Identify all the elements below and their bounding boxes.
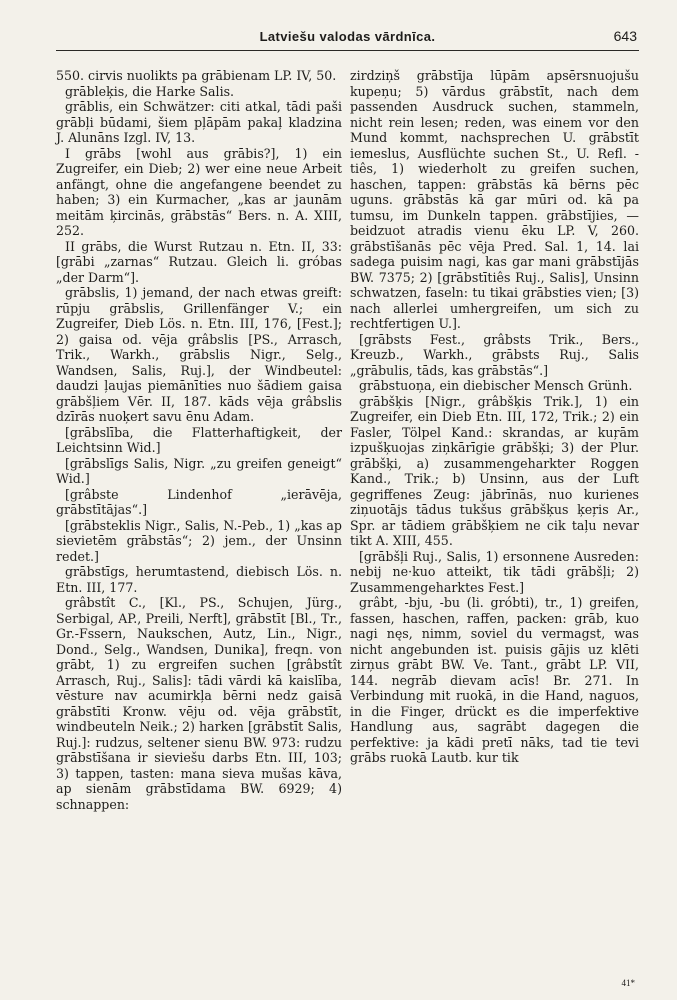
dictionary-entry: [grābšļi Ruj., Salis, 1) ersonnene Ausreden: nebij ne·kuo atteikt, tik tādi grābšļi; 2) Zusammengeharktes Fest.] [350,548,639,595]
dictionary-entry: zirdziņš grābstīja lūpām apsērsnuojušu kupeņu; 5) vārdus grābstīt, nach dem passenden Ausdruck suchen, stammeln, nicht rein lesen; reden, was einem vor den Mund kommt, nachsprechen U. grābstīt iemeslus, Ausflüchte suchen St., U. Refl. -tiês, 1) wiederholt zu greifen suchen, haschen, tappen: grābstās kā bērns pēc uguns. grābstās kā gar mūri od. kā pa tumsu, im Dunkeln tappen. grābstījies, — beidzuot atradis vienu ēku LP. V, 260. grābstīšanās pēc vēja Pred. Sal. 1, 14. lai sadega puisim nagi, kas gar mani grābstījās BW. 7375; 2) [grābstītiês Ruj., Salis], Unsinn schwatzen, faseln: tu tikai grābsties vien; [3) nach allerlei umhergreifen, um sich zu rechtfertigen U.]. [350,68,639,331]
dictionary-entry: grābstuoņa, ein diebischer Mensch Grünh. [359,378,633,393]
dictionary-entry: grâbt, -bju, -bu (li. gróbti), tr., 1) greifen, fassen, haschen, raffen, packen: grāb, kuo nagi nęs, nimm, soviel du vermagst, was nicht angebunden ist. puisis gājis uz klēti zirņus grābt BW. Ve. Tant., grābt LP. VII, 144. negrāb dievam acīs! Br. 271. In Verbindung mit ruokā, in die Hand, naguos, in die Finger, drückt es die imperfektive Handlung aus, sagrābt dagegen die perfektive: ja kādi pretī nāks, tad tie tevi grābs ruokā Lautb. kur tik [350,595,639,765]
dictionary-entry: [grābsts Fest., grâbsts Trik., Bers., Kreuzb., Warkh., grābsts Ruj., Salis „grābulis, tāds, kas grābstās“.] [350,331,639,378]
dictionary-entry: grābšķis [Nigr., grâbšķis Trik.], 1) ein Zugreifer, ein Dieb Etn. III, 172, Trik.; 2) ein Fasler, Tölpel Kand.: skrandas, ar kuŗām izpušķuojas ziņkārīgie grābšķi; 3) der Plur. grābšķi, a) zusammengeharkter Roggen Kand., Trik.; b) Unsinn, aus der Luft gegriffenes Zeug: jābrīnās, nuo kurienes ziņuotājs tādus tukšus grābšķus ķeŗis Ar., Spr. ar tādiem grābšķiem ne cik taļu nevar tikt A. XIII, 455. [350,393,639,548]
page-number: 643 [613,28,637,44]
dictionary-entry: grābstīgs, herumtastend, diebisch Lös. n. Etn. III, 177. [56,564,342,595]
signature-mark: 41* [621,978,635,988]
dictionary-entry: grābslis, 1) jemand, der nach etwas greift: rūpju grābslis, Grillenfänger V.; ein Zugreifer, Dieb Lös. n. Etn. III, 176, [Fest.]; 2) gaisa od. vēja grâbslis [PS., Arrasch, Trik., Warkh., grābslis Nigr., Selg., Wandsen, Salis, Ruj.], der Windbeutel: daudzi ļaujas piemānīties nuo šādiem gaisa grābšļiem Vēr. II, 187. kāds vēja grâbslis dzīrās nuoķert savu ēnu Adam. [56,285,342,424]
dictionary-entry: [grābsteklis Nigr., Salis, N.-Peb., 1) „kas ap sievietēm grābstās“; 2) jem., der Unsinn redet.] [56,517,342,564]
running-title: Latviešu valodas vārdnīca. [259,29,436,44]
dictionary-entry: I grābs [wohl aus grābis?], 1) ein Zugreifer, ein Dieb; 2) wer eine neue Arbeit anfängt, ohne die angefangene beendet zu haben; 3) ein Kurmacher, „kas ar jaunām meitām ķircinās, grābstās“ Bers. n. A. XIII, 252. [56,145,342,238]
dictionary-entry: [grâbste Lindenhof „ierāvēja, grābstītājas“.] [56,486,342,517]
dictionary-entry: grāblis, ein Schwätzer: citi atkal, tādi paši grābļi būdami, šiem pļāpām pakaļ kladzina J. Alunāns Izgl. IV, 13. [56,99,342,145]
dictionary-entry: [grābslīgs Salis, Nigr. „zu greifen geneigt“ Wid.] [56,455,342,486]
dictionary-entry: grābleķis, die Harke Salis. [65,83,235,99]
left-column [56,68,342,812]
dictionary-entry: grâbstît C., [Kl., PS., Schujen, Jürg., Serbigal, AP., Preili, Nerft], grābstīt [Bl., Tr., Gr.-Fssern, Naukschen, Autz, Lin., Nigr., Dond., Selg., Wandsen, Dunika], freqn. von grābt, 1) zu ergreifen suchen [grâbstît Arrasch, Ruj., Salis]: tādi vārdi kā kaislība, vēsture nav acumirkļa bērni nedz gaisā grābstīti Kronw. vēju od. vēja grābstīt, windbeuteln Neik.; 2) harken [grābstīt Salis, Ruj.]: rudzus, seltener sienu BW. 973: rudzu grābstīšana ir sieviešu darbs Etn. III, 103; 3) tappen, tasten: mana sieva mušas kāva, ap sienām grābstīdama BW. 6929; 4) schnappen: [56,595,342,812]
dictionary-entry: II grābs, die Wurst Rutzau n. Etn. II, 33: [grābi „zarnas“ Rutzau. Gleich li. gróbas „der Darm“]. [56,238,342,285]
page-header [56,24,639,51]
dictionary-entry: 550. cirvis nuolikts pa grābienam LP. IV, 50. [56,68,337,83]
right-column [350,68,639,766]
dictionary-entry: [grābslība, die Flatterhaftigkeit, der Leichtsinn Wid.] [56,424,342,455]
